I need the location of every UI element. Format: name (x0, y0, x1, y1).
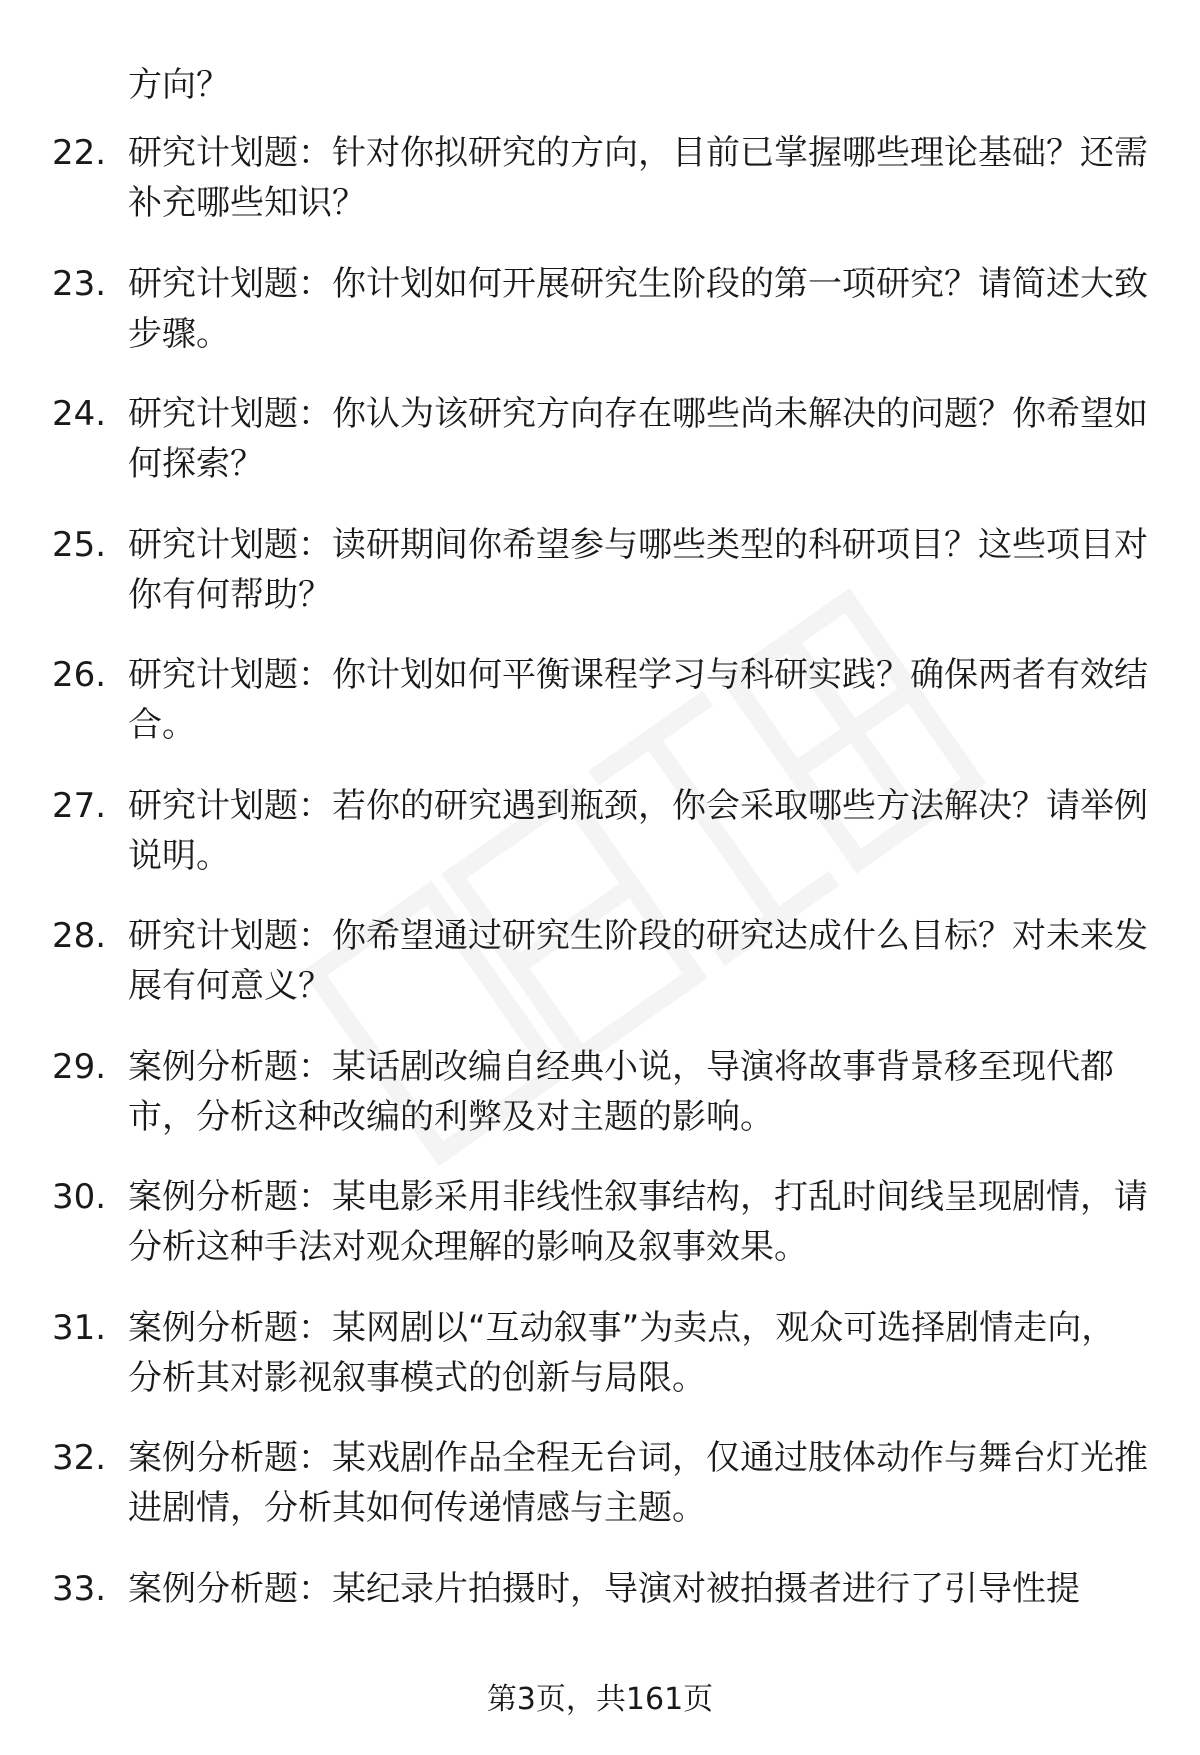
question-item (0, 1042, 1200, 1173)
question-text: 研究计划题：若你的研究遇到瓶颈，你会采取哪些方法解决？请举例说明。 (128, 785, 1148, 876)
question-number: 24. (52, 394, 107, 434)
question-number: 23. (52, 263, 107, 304)
question-text: 研究计划题：你计划如何开展研究生阶段的第一项研究？请简述大致步骤。 (128, 263, 1148, 354)
page-footer: 第3页，共161页 (486, 1682, 714, 1717)
question-number: 26. (52, 655, 107, 695)
question-text: 案例分析题：某电影采用非线性叙事结构，打乱时间线呈现剧情，请分析这种手法对观众理解的影响及叙事效果。 (128, 1177, 1148, 1267)
question-item (0, 911, 1200, 1042)
question-item (0, 1564, 1200, 1695)
question-item (0, 781, 1200, 912)
question-number: 29. (52, 1046, 107, 1087)
question-text: 案例分析题：某戏剧作品全程无台词，仅通过肢体动作与舞台灯光推进剧情，分析其如何传递情感与主题。 (128, 1438, 1148, 1528)
question-item (0, 128, 1200, 259)
question-number: 27. (52, 785, 107, 826)
question-number: 32. (52, 1438, 107, 1478)
question-item (0, 650, 1200, 781)
question-number: 25. (52, 524, 107, 565)
question-text: 研究计划题：你计划如何平衡课程学习与科研实践？确保两者有效结合。 (128, 655, 1148, 745)
question-number: 28. (52, 916, 107, 956)
question-number: 30. (52, 1177, 107, 1217)
question-number: 31. (52, 1307, 107, 1348)
question-text: 研究计划题：你希望通过研究生阶段的研究达成什么目标？对未来发展有何意义？ (128, 916, 1148, 1006)
question-text: 案例分析题：某网剧以“互动叙事”为卖点，观众可选择剧情走向，分析其对影视叙事模式的创新与局限。 (128, 1307, 1116, 1398)
question-number: 22. (52, 133, 107, 173)
question-item (0, 1172, 1200, 1303)
continued-question-text: 方向？ (128, 65, 230, 105)
question-text: 案例分析题：某纪录片拍摄时，导演对被拍摄者进行了引导性提 (128, 1568, 1080, 1609)
question-text: 研究计划题：读研期间你希望参与哪些类型的科研项目？这些项目对你有何帮助？ (128, 524, 1148, 615)
question-text: 研究计划题：你认为该研究方向存在哪些尚未解决的问题？你希望如何探索？ (128, 394, 1148, 484)
question-item (0, 259, 1200, 390)
question-item (0, 520, 1200, 651)
question-item (0, 1433, 1200, 1564)
question-text: 研究计划题：针对你拟研究的方向，目前已掌握哪些理论基础？还需补充哪些知识？ (128, 133, 1148, 223)
question-item (0, 389, 1200, 520)
question-item (0, 1303, 1200, 1434)
question-text: 案例分析题：某话剧改编自经典小说，导演将故事背景移至现代都市，分析这种改编的利弊及对主题的影响。 (128, 1046, 1114, 1137)
question-number: 33. (52, 1568, 107, 1609)
question-list (0, 128, 1200, 1694)
